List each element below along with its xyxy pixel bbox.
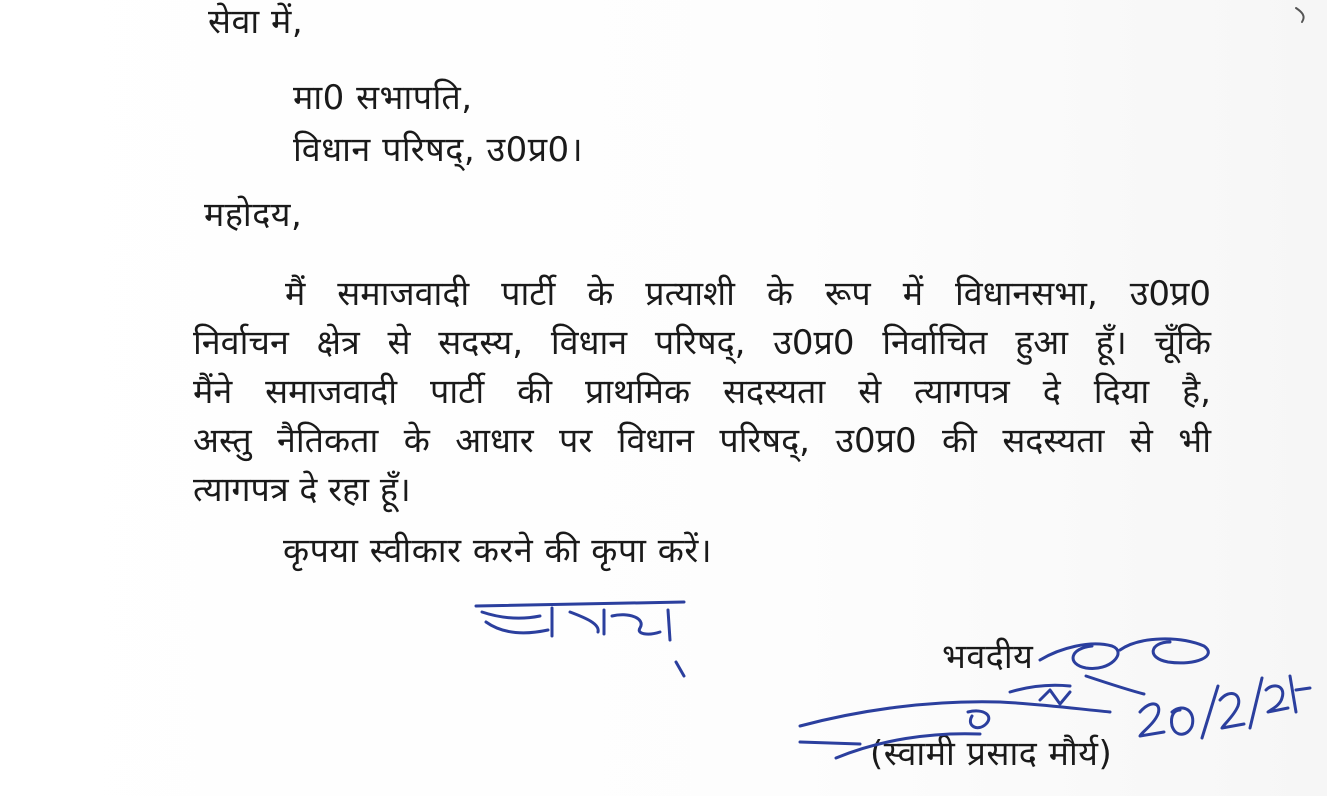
body-line: निर्वाचन क्षेत्र से सदस्य, विधान परिषद्, उ0प्र0 निर्वाचित हुआ हूँ। चूँकि — [193, 323, 1211, 363]
salutation-to: सेवा में, — [208, 2, 304, 42]
addressee-title: मा0 सभापति, — [293, 78, 473, 118]
body-line: अस्तु नैतिकता के आधार पर विधान परिषद्, उ0प्र0 की सदस्यता से भी — [193, 421, 1211, 461]
closing-word: भवदीय — [942, 637, 1034, 677]
request-line: कृपया स्वीकार करने की कृपा करें। — [283, 531, 713, 571]
greeting: महोदय, — [204, 195, 303, 235]
signatory-name: (स्वामी प्रसाद मौर्य) — [870, 734, 1113, 774]
handwritten-annotation — [476, 602, 684, 676]
addressee-office: विधान परिषद्, उ0प्र0। — [293, 130, 584, 170]
body-line: मैं समाजवादी पार्टी के प्रत्याशी के रूप में विधानसभा, उ0प्र0 — [285, 274, 1211, 314]
letter-body — [193, 270, 1211, 515]
handwritten-date — [1140, 676, 1310, 738]
body-line: मैंने समाजवादी पार्टी की प्राथमिक सदस्यता से त्यागपत्र दे दिया है, — [193, 372, 1211, 412]
corner-mark — [1296, 8, 1304, 22]
body-line: त्यागपत्र दे रहा हूँ। — [193, 470, 411, 510]
